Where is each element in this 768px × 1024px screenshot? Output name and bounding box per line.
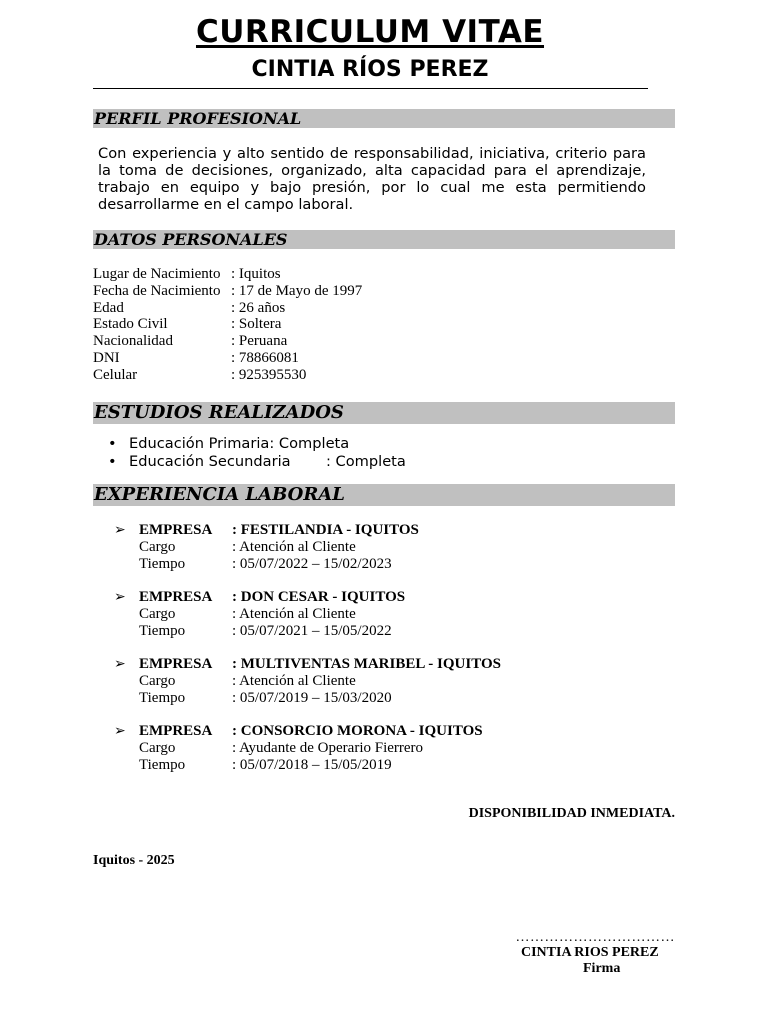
time-label: Tiempo [139, 756, 186, 773]
arrow-bullet-icon: ➢ [114, 522, 126, 538]
document-title: CURRICULUM VITAE [195, 14, 545, 50]
personal-data-list [93, 266, 362, 384]
company-label: EMPRESA [139, 522, 213, 538]
time-label: Tiempo [139, 689, 186, 706]
place-date: Iquitos - 2025 [93, 853, 175, 868]
company-name: : MULTIVENTAS MARIBEL - IQUITOS [232, 656, 501, 672]
role-label: Cargo [139, 538, 176, 555]
company-label: EMPRESA [139, 589, 213, 605]
personal-value: : Peruana [231, 333, 288, 350]
study-value: : Completa [326, 452, 406, 470]
personal-row [93, 333, 362, 350]
personal-value: : 925395530 [231, 366, 307, 383]
time-value: : 05/07/2022 – 15/02/2023 [232, 555, 392, 572]
study-value: : Completa [269, 435, 350, 452]
personal-row [93, 266, 362, 283]
role-value: : Atención al Cliente [232, 672, 356, 689]
job-entry [114, 589, 405, 639]
personal-row [93, 316, 362, 333]
arrow-bullet-icon: ➢ [114, 656, 126, 672]
bullet-icon: • [108, 452, 117, 470]
personal-value: : 17 de Mayo de 1997 [231, 282, 363, 299]
role-value: : Ayudante de Operario Fierrero [232, 739, 424, 756]
time-label: Tiempo [139, 622, 186, 639]
personal-row [93, 300, 362, 317]
time-value: : 05/07/2021 – 15/05/2022 [232, 622, 392, 639]
time-value: : 05/07/2018 – 15/05/2019 [232, 756, 392, 773]
company-name: : FESTILANDIA - IQUITOS [232, 522, 419, 538]
study-name: Educación Primaria [129, 435, 270, 452]
time-label: Tiempo [139, 555, 186, 572]
company-label: EMPRESA [139, 723, 213, 739]
studies-list [108, 435, 406, 470]
role-value: : Atención al Cliente [232, 605, 356, 622]
company-name: : DON CESAR - IQUITOS [232, 589, 406, 605]
personal-label: Lugar de Nacimiento [93, 266, 221, 282]
personal-value: : 26 años [231, 299, 286, 316]
personal-value: : Iquitos [231, 266, 281, 282]
job-entry [114, 522, 419, 572]
personal-row [93, 350, 362, 367]
personal-value: : 78866081 [231, 349, 299, 366]
header-divider [93, 88, 648, 89]
personal-label: Fecha de Nacimiento [93, 282, 221, 299]
role-label: Cargo [139, 739, 176, 756]
list-item [108, 453, 406, 471]
personal-value: : Soltera [231, 316, 282, 333]
company-name: : CONSORCIO MORONA - IQUITOS [232, 723, 483, 739]
personal-label: Estado Civil [93, 316, 168, 333]
section-heading-personal: DATOS PERSONALES [93, 230, 675, 249]
arrow-bullet-icon: ➢ [114, 589, 126, 605]
section-heading-profile: PERFIL PROFESIONAL [93, 109, 675, 128]
personal-label: DNI [93, 349, 120, 366]
signature-name: CINTIA RIOS PEREZ [521, 945, 659, 960]
bullet-icon: • [108, 435, 117, 452]
job-entry [114, 723, 483, 773]
personal-row [93, 367, 362, 384]
signature-label: Firma [583, 961, 621, 976]
company-label: EMPRESA [139, 656, 213, 672]
section-heading-experience: EXPERIENCIA LABORAL [93, 484, 675, 506]
section-heading-studies: ESTUDIOS REALIZADOS [93, 402, 675, 424]
job-entry [114, 656, 501, 706]
personal-label: Edad [93, 299, 124, 316]
personal-label: Celular [93, 366, 138, 383]
role-value: : Atención al Cliente [232, 538, 356, 555]
availability-note: DISPONIBILIDAD INMEDIATA. [468, 806, 675, 821]
study-name: Educación Secundaria [129, 452, 291, 470]
signature-line: …………………………… [515, 930, 675, 945]
arrow-bullet-icon: ➢ [114, 723, 126, 739]
personal-label: Nacionalidad [93, 333, 173, 350]
profile-text: Con experiencia y alto sentido de responsabilidad, iniciativa, criterio para la toma de decisiones, organizado, alta capacidad para el aprendizaje, trabajo en equipo y bajo presión, por lo cual me esta permitiendo desarrollarme en el campo laboral. [98, 145, 646, 213]
list-item [108, 435, 406, 453]
time-value: : 05/07/2019 – 15/03/2020 [232, 689, 392, 706]
personal-row [93, 283, 362, 300]
person-name: CINTIA RÍOS PEREZ [251, 57, 489, 82]
role-label: Cargo [139, 672, 176, 689]
role-label: Cargo [139, 605, 176, 622]
